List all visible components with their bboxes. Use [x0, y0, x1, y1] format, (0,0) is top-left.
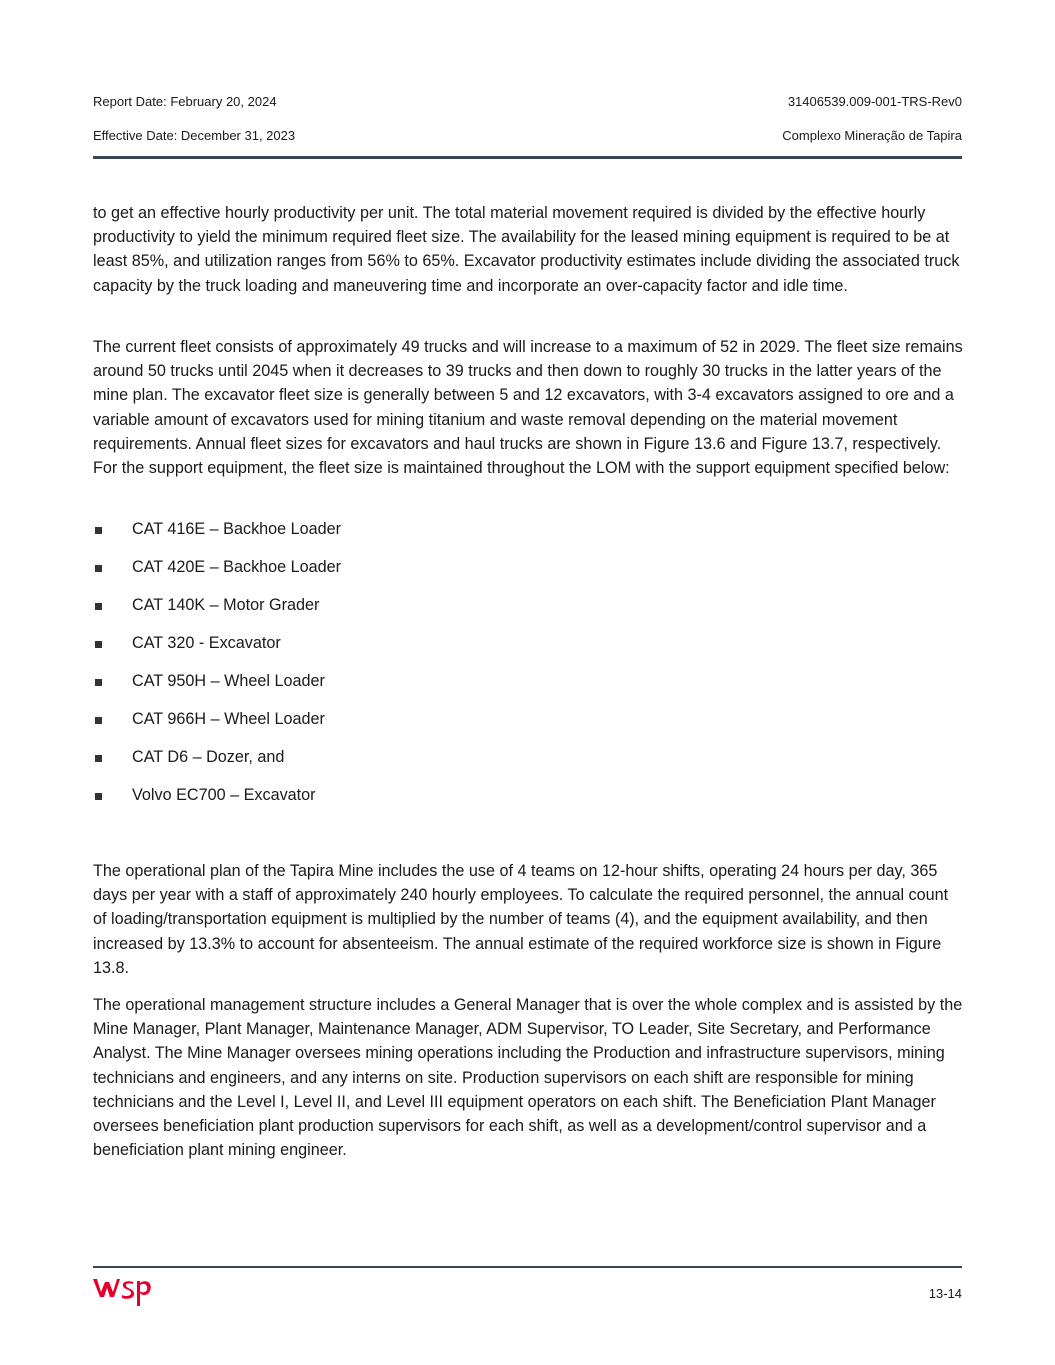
bullet-square-icon [95, 641, 102, 648]
footer-divider [93, 1266, 962, 1268]
paragraph-text: to get an effective hourly productivity per unit. The total material movement required is divided by the effective hourly productivity to yield the minimum required fleet size. The availability for the leased mining equipment is required to be at least 85%, and utilization ranges from 56% to 65%. Excavator productivity estimates include dividing the associated truck capacity by the truck loading and maneuvering time and incorporate an over-capacity factor and idle time. [93, 204, 960, 295]
wsp-logo [93, 1276, 157, 1310]
paragraph-text: The operational plan of the Tapira Mine includes the use of 4 teams on 12-hour shifts, operating 24 hours per day, 365 days per year with a staff of approximately 240 hourly employees. To calculate the required personnel, the annual count of loading/transportation equipment is multiplied by the number of teams (4), and the equipment availability, and then increased by 13.3% to account for absenteeism. The annual estimate of the required workforce size is shown in Figure 13.8. [93, 862, 949, 977]
body-paragraph-2 [93, 335, 965, 480]
body-paragraph-1 [93, 201, 965, 298]
project-name: Complexo Mineração de Tapira [782, 128, 962, 143]
page-number: 13-14 [928, 1286, 962, 1301]
bullet-square-icon [95, 527, 102, 534]
bullet-square-icon [95, 565, 102, 572]
bullet-square-icon [95, 603, 102, 610]
header-divider [93, 156, 962, 159]
bullet-square-icon [95, 793, 102, 800]
bullet-square-icon [95, 717, 102, 724]
bullet-square-icon [95, 679, 102, 686]
paragraph-text: The current fleet consists of approximately 49 trucks and will increase to a maximum of 52 in 2029. The fleet size remains around 50 trucks until 2045 when it decreases to 39 trucks and then down to roughly 30 trucks in the latter years of the mine plan. The excavator fleet size is generally between 5 and 12 excavators, with 3-4 excavators assigned to ore and a variable amount of excavators used for mining titanium and waste removal depending on the material movement requirements. Annual fleet sizes for excavators and haul trucks are shown in Figure 13.6 and Figure 13.7, respectively. For the support equipment, the fleet size is maintained throughout the LOM with the support equipment specified below: [93, 338, 963, 478]
paragraph-text: The operational management structure includes a General Manager that is over the whole complex and is assisted by the Mine Manager, Plant Manager, Maintenance Manager, ADM Supervisor, TO Leader, Site Secretary, and Performance Analyst. The Mine Manager oversees mining operations including the Production and infrastructure supervisors, mining technicians and engineers, and any interns on site. Production supervisors on each shift are responsible for mining technicians and the Level I, Level II, and Level III equipment operators on each shift. The Beneficiation Plant Manager oversees beneficiation plant production supervisors for each shift, as well as a development/control supervisor and a beneficiation plant mining engineer. [93, 996, 963, 1160]
body-paragraph-3 [93, 859, 965, 980]
body-paragraph-4 [93, 993, 965, 1162]
effective-date: Effective Date: December 31, 2023 [93, 128, 296, 143]
bullet-square-icon [95, 755, 102, 762]
report-date: Report Date: February 20, 2024 [93, 94, 277, 109]
document-id: 31406539.009-001-TRS-Rev0 [787, 94, 962, 109]
